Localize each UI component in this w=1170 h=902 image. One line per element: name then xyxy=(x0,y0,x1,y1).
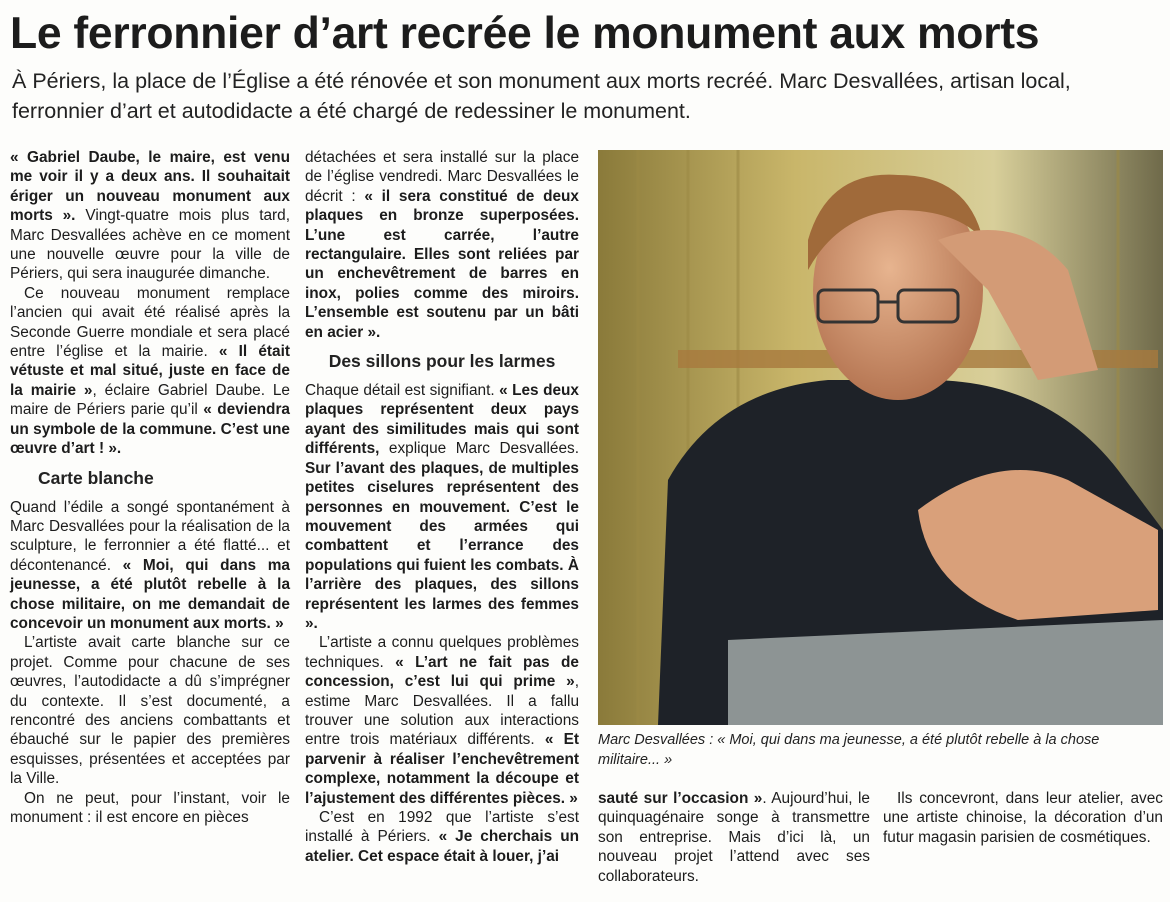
article-paragraph xyxy=(305,381,579,633)
article-column-4 xyxy=(883,789,1163,847)
quote-text: sauté sur l’occasion » xyxy=(598,790,763,807)
section-subheading: Carte blanche xyxy=(38,467,154,488)
body-text: explique Marc Desvallées. xyxy=(379,440,579,458)
article-column-3 xyxy=(598,789,870,886)
quote-text: « Gabriel Daube, le maire, est venu me voir il y a deux ans. Il souhaitait ériger un nouveau monument aux morts ». xyxy=(10,149,290,225)
article-paragraph xyxy=(10,633,290,788)
quote-text: « deviendra un symbole de la commune. C’est une œuvre d’art ! ». xyxy=(10,401,290,458)
photo-caption: Marc Desvallées : « Moi, qui dans ma jeunesse, a été plutôt rebelle à la chose militaire... » xyxy=(598,732,1100,768)
body-text: , éclaire Gabriel Daube. Le maire de Périers parie qu’il xyxy=(10,381,290,419)
article-paragraph xyxy=(883,789,1163,847)
body-text: détachées et sera installé sur la place de l’église vendredi. Marc Desvallées le décrit : xyxy=(305,149,579,205)
article-column-1 xyxy=(10,148,290,827)
quote-text: « Il était vétuste et mal situé, juste en face de la mairie » xyxy=(10,343,290,399)
quote-text: Sur l’avant des plaques, de multiples petites ciselures représentent des personnes en mouvement. C’est le mouvement des armées qui combattent et l’errance des populations qui fuient les combats. À l’arrière des plaques, des sillons représentent les larmes des femmes ». xyxy=(305,459,579,632)
quote-text: « Moi, qui dans ma jeunesse, a été plutôt rebelle à la chose militaire, on me demandait de concevoir un monument aux morts. » xyxy=(10,556,290,632)
body-text: Ils concevront, dans leur atelier, avec une artiste chinoise, la décoration d’un futur magasin parisien de cosmétiques. xyxy=(883,790,1163,846)
article-paragraph xyxy=(305,633,579,808)
body-text: Chaque détail est signifiant. xyxy=(305,382,500,400)
quote-text: « Je cherchais un atelier. Cet espace était à louer, j’ai xyxy=(305,828,579,865)
quote-text: « il sera constitué de deux plaques en bronze superposées. L’une est carrée, l’autre rectangulaire. Elles sont reliées par un enchevêtrement de barres en inox, polies comme des miroirs. L’ensemble est soutenu par un bâti en acier ». xyxy=(305,187,579,341)
article-column-2 xyxy=(305,148,579,866)
article-paragraph xyxy=(10,284,290,459)
quote-text: « Et parvenir à réaliser l’enchevêtrement complexe, notamment la découpe et l’ajustement des différentes pièces. » xyxy=(305,731,579,807)
photo-image xyxy=(598,150,1163,725)
body-text: Vingt-quatre mois plus tard, Marc Desvallées achève en ce moment une nouvelle œuvre pour la ville de Périers, qui sera inaugurée dimanche. xyxy=(10,207,291,283)
section-subheading: Des sillons pour les larmes xyxy=(328,351,556,372)
quote-text: « Les deux plaques représentent deux pays ayant des similitudes mais qui sont différents, xyxy=(305,382,579,458)
quote-text: « L’art ne fait pas de concession, c’est lui qui prime » xyxy=(305,653,579,691)
article-paragraph xyxy=(10,148,290,284)
body-text: L’artiste a connu quelques problèmes techniques. xyxy=(305,634,579,671)
article-paragraph xyxy=(305,808,579,866)
body-text: Quand l’édile a songé spontanément à Marc Desvallées pour la réalisation de la sculpture, le ferronnier a été flatté... et décontenancé. xyxy=(10,498,290,574)
article-paragraph xyxy=(10,789,290,828)
article-paragraph xyxy=(598,789,870,886)
headline: Le ferronnier d’art recrée le monument aux morts xyxy=(10,9,1040,58)
body-text: C’est en 1992 que l’artiste s’est installé à Périers. xyxy=(305,809,579,846)
article-paragraph xyxy=(10,498,290,634)
body-text: . Aujourd’hui, le quinquagénaire songe à transmettre son entreprise. Mais d’ici là, un nouveau projet l’attend avec ses collaborateurs. xyxy=(598,790,870,885)
body-text: Ce nouveau monument remplace l’ancien qui avait été réalisé après la Seconde Guerre mondiale et sera placé entre l’église et la mairie. xyxy=(10,284,290,361)
body-text: , estime Marc Desvallées. Il a fallu trouver une solution aux interactions entre trois matériaux différents. xyxy=(305,673,579,749)
body-text: L’artiste avait carte blanche sur ce projet. Comme pour chacune de ses œuvres, l’autodidacte a dû s’imprégner du contexte. Il s’est documenté, a rencontré des anciens combattants et ébauché sur le papier des premières esquisses, présentées et acceptées par la Ville. xyxy=(10,634,290,788)
portrait-photo xyxy=(598,150,1163,725)
article-paragraph xyxy=(305,148,579,342)
standfirst: À Périers, la place de l’Église a été rénovée et son monument aux morts recréé. Marc Desvallées, artisan local, ferronnier d’art et autodidacte a été chargé de redessiner le monument. xyxy=(12,69,1071,123)
body-text: On ne peut, pour l’instant, voir le monument : il est encore en pièces xyxy=(10,789,290,826)
